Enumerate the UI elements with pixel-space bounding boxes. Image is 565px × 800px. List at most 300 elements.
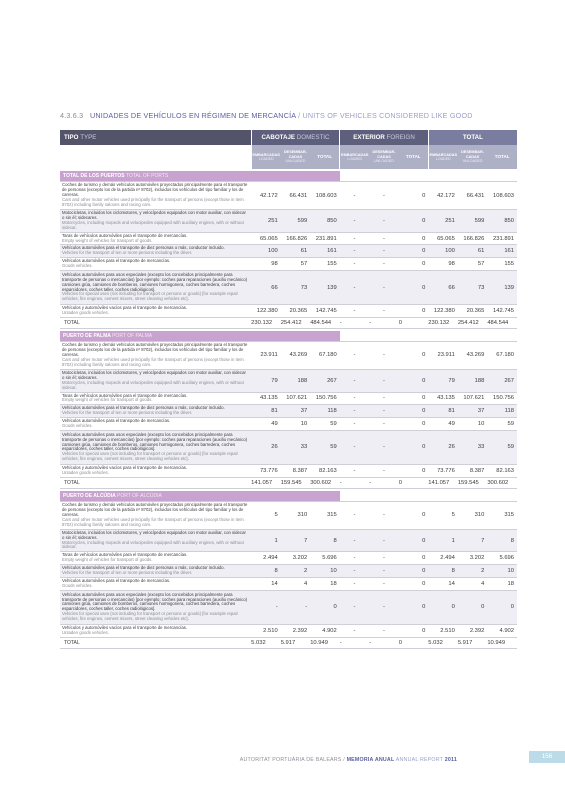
value-cell: 3.202 — [458, 552, 488, 565]
vehicle-type-cell — [60, 245, 251, 258]
total-value-cell: 0 — [399, 317, 429, 328]
vehicle-type-cell — [60, 501, 251, 529]
total-value-cell: 484.544 — [487, 317, 517, 328]
port-header — [60, 171, 517, 182]
value-cell: 8.387 — [458, 464, 488, 477]
vehicle-type-en: Goods vehicles. — [62, 263, 93, 269]
value-cell: - — [369, 418, 399, 431]
value-cell: 0 — [399, 418, 429, 431]
value-cell: 1 — [251, 529, 281, 552]
vehicle-type-es: Coches de turismo y demás vehículos automóviles proyectados principalmente para el transporte de personas (excepto los de la partida nº 8702), incluidos los vehículos del tipo familiar y los de carreras. — [62, 182, 248, 198]
value-cell: 59 — [310, 430, 340, 464]
value-cell: 850 — [487, 210, 517, 233]
value-cell: 2.494 — [428, 552, 458, 565]
vehicle-type-es: Vehículos automóviles para usos especiales (excepto los concebidos principalmente para transporte de personas o mercancías) [por ejemplo: coches para reparaciones (auxilio mecánico) camiones grúa, camiones de bomberos, camiones hormigonera, coches barredera, coches esparcidores, coches taller, coches radiológicos]. — [62, 271, 248, 292]
vehicle-type-en: Unladen goods vehicles. — [62, 309, 109, 315]
value-cell: 0 — [399, 245, 429, 258]
value-cell: - — [340, 258, 370, 271]
value-cell: 61 — [281, 245, 311, 258]
vehicles-table — [60, 130, 517, 649]
vehicle-type-en: Vehicles for special uses (not including for transport or persons or goods) [for example repair vehicles, fire engines, cement mixers, street cleaning vehicles etc]. — [62, 451, 239, 462]
total-value-cell: - — [369, 477, 399, 488]
vehicle-type-en: Empty weight of vehicles for transport of goods. — [62, 397, 153, 403]
vehicle-type-es: Vehículos automóviles para usos especiales (excepto los concebidos principalmente para transporte de personas o mercancías) [por ejemplo: coches para reparaciones (auxilio mecánico) camiones grúa, camiones de bomberos, camiones hormigonera, coches barredera, coches esparcidores, coches taller, coches radiológicos]. — [62, 591, 248, 612]
value-cell: 26 — [428, 430, 458, 464]
total-value-cell: 5.032 — [251, 637, 281, 648]
value-cell: - — [340, 232, 370, 245]
vehicle-type-es: Vehículos automóviles para el transporte de diez personas o más, conductor incluido. — [62, 565, 225, 571]
table-row — [60, 501, 517, 529]
total-value-cell: 0 — [399, 477, 429, 488]
value-cell: 122.380 — [251, 305, 281, 318]
value-cell: 66.431 — [281, 182, 311, 210]
vehicle-type-en: Cars and other motor vehicles used principally for the transport of persons (except those in item 8702) including family saloons and racing cars. — [62, 516, 244, 527]
port-name-en: PORT OF PALMA — [112, 332, 153, 339]
value-cell: 57 — [458, 258, 488, 271]
value-cell: 43.135 — [251, 392, 281, 405]
value-cell: 10 — [458, 418, 488, 431]
table-row — [60, 245, 517, 258]
vehicle-type-en: Goods vehicles. — [62, 423, 93, 429]
value-cell: - — [340, 392, 370, 405]
value-cell: 0 — [399, 529, 429, 552]
value-cell: - — [369, 578, 399, 591]
section-title-separator: / — [298, 111, 301, 120]
value-cell: 5.696 — [310, 552, 340, 565]
value-cell: 0 — [399, 578, 429, 591]
table-row — [60, 305, 517, 318]
value-cell: - — [340, 590, 370, 624]
header-loaded: EMBARCADAS LOADED — [251, 145, 281, 169]
vehicle-type-cell — [60, 305, 251, 318]
value-cell: 43.135 — [428, 392, 458, 405]
value-cell: - — [369, 369, 399, 392]
vehicle-type-es: Vehículos automóviles para usos especiales (excepto los concebidos principalmente para transporte de personas o mercancías) [por ejemplo: coches para reparaciones (auxilio mecánico) camiones grúa, camiones de bomberos, camiones hormigonera, coches barredera, coches esparcidores, coches taller, coches radiológicos]. — [62, 431, 248, 452]
value-cell: 0 — [399, 271, 429, 305]
vehicle-type-cell — [60, 430, 251, 464]
value-cell: - — [340, 245, 370, 258]
vehicle-type-en: Cars and other motor vehicles used principally for the transport of persons (except those in item 8702) including family saloons and racing cars. — [62, 196, 244, 207]
value-cell: 7 — [281, 529, 311, 552]
value-cell: 5 — [428, 501, 458, 529]
vehicle-type-es: Taras de vehículos automóviles para el transporte de mercancías. — [62, 392, 188, 398]
vehicle-type-en: Empty weight of vehicles for transport of goods. — [62, 557, 153, 563]
value-cell: 599 — [281, 210, 311, 233]
total-value-cell: 5.032 — [428, 637, 458, 648]
value-cell: 166.826 — [281, 232, 311, 245]
value-cell: - — [369, 624, 399, 637]
table-body — [60, 169, 517, 648]
value-cell: 0 — [399, 232, 429, 245]
value-cell: 107.621 — [458, 392, 488, 405]
value-cell: 188 — [458, 369, 488, 392]
total-value-cell: 141.057 — [428, 477, 458, 488]
value-cell: 267 — [487, 369, 517, 392]
value-cell: 4.902 — [487, 624, 517, 637]
total-value-cell: 5.917 — [281, 637, 311, 648]
total-value-cell: 484.544 — [310, 317, 340, 328]
vehicle-type-cell — [60, 590, 251, 624]
value-cell: 61 — [458, 245, 488, 258]
value-cell: - — [369, 565, 399, 578]
vehicle-type-es: Motocicletas, incluidos los ciclomotores, y velocípedos equipados con motor auxiliar, con sidecar o sin él; sidecares. — [62, 210, 246, 220]
value-cell: 33 — [458, 430, 488, 464]
value-cell: 98 — [251, 258, 281, 271]
value-cell: 8 — [428, 565, 458, 578]
value-cell: 0 — [399, 624, 429, 637]
value-cell: - — [369, 464, 399, 477]
table-row — [60, 624, 517, 637]
value-cell: - — [340, 418, 370, 431]
value-cell: 188 — [281, 369, 311, 392]
value-cell: - — [340, 552, 370, 565]
value-cell: 155 — [487, 258, 517, 271]
total-value-cell: 300.602 — [310, 477, 340, 488]
value-cell: 37 — [281, 405, 311, 418]
vehicle-type-es: Vehículos y automóviles vacíos para el transporte de mercancías. — [62, 624, 188, 630]
vehicle-type-es: Vehículos automóviles para el transporte de diez personas o más, conductor incluido. — [62, 405, 225, 411]
value-cell: - — [340, 578, 370, 591]
value-cell: 20.365 — [281, 305, 311, 318]
value-cell: 2.494 — [251, 552, 281, 565]
header-type: TIPO TYPE — [60, 130, 251, 145]
header-unloaded: DESEMBAR-CADAS UNLOADED — [458, 145, 488, 169]
value-cell: 139 — [487, 271, 517, 305]
total-value-cell: 254.412 — [458, 317, 488, 328]
value-cell: 18 — [310, 578, 340, 591]
value-cell: 66.431 — [458, 182, 488, 210]
value-cell: 118 — [487, 405, 517, 418]
value-cell: 79 — [428, 369, 458, 392]
value-cell: 0 — [399, 552, 429, 565]
value-cell: - — [340, 501, 370, 529]
header-loaded: EMBARCADAS LOADED — [428, 145, 458, 169]
value-cell: - — [340, 305, 370, 318]
value-cell: 59 — [487, 430, 517, 464]
total-value-cell: 10.949 — [310, 637, 340, 648]
table-row — [60, 529, 517, 552]
value-cell: - — [369, 430, 399, 464]
value-cell: 0 — [399, 369, 429, 392]
header-total: TOTAL — [428, 130, 517, 145]
value-cell: 118 — [310, 405, 340, 418]
table-row — [60, 210, 517, 233]
vehicle-type-cell — [60, 529, 251, 552]
value-cell: 0 — [428, 590, 458, 624]
port-name-es: TOTAL DE LOS PUERTOS — [63, 173, 125, 179]
value-cell: 150.756 — [487, 392, 517, 405]
vehicle-type-en: Motorcycles, including mopeds and velocipedes equipped with auxiliary engines, with or without sidecar. — [62, 539, 244, 550]
total-value-cell: - — [369, 637, 399, 648]
vehicle-type-es: Vehículos automóviles para el transporte de diez personas o más, conductor incluido. — [62, 245, 225, 251]
value-cell: - — [340, 529, 370, 552]
vehicle-type-en: Motorcycles, including mopeds and velocipedes equipped with auxiliary engines, with or without sidecar. — [62, 379, 244, 390]
value-cell: - — [369, 392, 399, 405]
value-cell: 73.776 — [251, 464, 281, 477]
value-cell: 0 — [399, 341, 429, 369]
value-cell: 0 — [399, 464, 429, 477]
total-value-cell: 0 — [399, 637, 429, 648]
section-number: 4.3.6.3 — [60, 111, 84, 120]
vehicle-type-cell — [60, 578, 251, 591]
value-cell: 161 — [310, 245, 340, 258]
total-value-cell: - — [340, 317, 370, 328]
value-cell: 73 — [458, 271, 488, 305]
total-row — [60, 317, 517, 328]
table-row — [60, 552, 517, 565]
footer — [240, 757, 457, 763]
value-cell: 0 — [399, 501, 429, 529]
value-cell: 10 — [487, 565, 517, 578]
vehicle-type-es: Vehículos y automóviles vacíos para el transporte de mercancías. — [62, 305, 188, 311]
value-cell: 0 — [399, 590, 429, 624]
total-row — [60, 637, 517, 648]
header-loaded: EMBARCADAS LOADED — [340, 145, 370, 169]
vehicle-type-es: Vehículos y automóviles vacíos para el transporte de mercancías. — [62, 464, 188, 470]
value-cell: 0 — [399, 392, 429, 405]
value-cell: 0 — [399, 305, 429, 318]
value-cell: 100 — [428, 245, 458, 258]
page-number: 156 — [529, 751, 565, 763]
header-exterior: EXTERIOR FOREIGN — [340, 130, 429, 145]
table-row — [60, 392, 517, 405]
value-cell: 26 — [251, 430, 281, 464]
value-cell: - — [281, 590, 311, 624]
value-cell: 2.392 — [458, 624, 488, 637]
vehicle-type-cell — [60, 464, 251, 477]
value-cell: 267 — [310, 369, 340, 392]
vehicle-type-en: Vehicles for special uses (not including for transport or persons or goods) [for example repair vehicles, fire engines, cement mixers, street cleaning vehicles etc]. — [62, 291, 239, 302]
vehicle-type-es: Taras de vehículos automóviles para el transporte de mercancías. — [62, 552, 188, 558]
value-cell: 4 — [281, 578, 311, 591]
value-cell: - — [340, 565, 370, 578]
value-cell: 850 — [310, 210, 340, 233]
section-title-es: UNIDADES DE VEHÍCULOS EN RÉGIMEN DE MERCANCÍA — [89, 111, 296, 120]
vehicle-type-en: Vehicles for the transport of ten or more persons including the driver. — [62, 570, 193, 576]
table-row — [60, 271, 517, 305]
value-cell: 0 — [399, 565, 429, 578]
value-cell: 0 — [399, 182, 429, 210]
total-value-cell: - — [369, 317, 399, 328]
value-cell: 5.696 — [487, 552, 517, 565]
table-row — [60, 182, 517, 210]
value-cell: - — [369, 501, 399, 529]
table-row — [60, 578, 517, 591]
table-row — [60, 590, 517, 624]
value-cell: 8 — [310, 529, 340, 552]
value-cell: - — [369, 305, 399, 318]
port-header — [60, 491, 517, 502]
value-cell: 5 — [251, 501, 281, 529]
section-title-en: UNITS OF VEHICLES CONSIDERED LIKE GOOD — [302, 111, 473, 120]
vehicle-type-es: Taras de vehículos automóviles para el transporte de mercancías. — [62, 232, 188, 238]
header-unloaded: DESEMBAR-CADAS UNLOADED — [369, 145, 399, 169]
value-cell: 73 — [281, 271, 311, 305]
value-cell: 66 — [251, 271, 281, 305]
value-cell: 73.776 — [428, 464, 458, 477]
vehicle-type-es: Coches de turismo y demás vehículos automóviles proyectados principalmente para el transporte de personas (excepto los de la partida nº 8702), incluidos los vehículos del tipo familiar y los de carreras. — [62, 501, 248, 517]
value-cell: 59 — [310, 418, 340, 431]
value-cell: 59 — [487, 418, 517, 431]
vehicle-type-en: Vehicles for the transport of ten or more persons including the driver. — [62, 250, 193, 256]
value-cell: 155 — [310, 258, 340, 271]
value-cell: - — [369, 405, 399, 418]
total-value-cell: - — [340, 477, 370, 488]
value-cell: 49 — [428, 418, 458, 431]
value-cell: 65.065 — [428, 232, 458, 245]
port-name-en: TOTAL OF PORTS — [125, 173, 169, 179]
section-title — [60, 111, 473, 120]
total-value-cell: 10.949 — [487, 637, 517, 648]
value-cell: 81 — [428, 405, 458, 418]
value-cell: - — [340, 405, 370, 418]
vehicle-type-en: Unladen goods vehicles. — [62, 629, 109, 635]
value-cell: 4.902 — [310, 624, 340, 637]
value-cell: 65.065 — [251, 232, 281, 245]
value-cell: 67.180 — [310, 341, 340, 369]
vehicle-type-es: Motocicletas, incluidos los ciclomotores, y velocípedos equipados con motor auxiliar, con sidecar o sin él; sidecares. — [62, 369, 246, 380]
vehicle-type-es: Vehículos automóviles para el transporte de mercancías. — [62, 258, 171, 264]
value-cell: 4 — [458, 578, 488, 591]
total-value-cell: 300.602 — [487, 477, 517, 488]
value-cell: 0 — [310, 590, 340, 624]
value-cell: 82.163 — [487, 464, 517, 477]
vehicle-type-cell — [60, 418, 251, 431]
value-cell: - — [369, 271, 399, 305]
footer-annual-report: ANNUAL REPORT — [395, 757, 444, 763]
value-cell: 231.891 — [310, 232, 340, 245]
table-row — [60, 232, 517, 245]
value-cell: 37 — [458, 405, 488, 418]
vehicle-type-cell — [60, 369, 251, 392]
header-unloaded: DESEMBAR-CADAS UNLOADED — [281, 145, 311, 169]
vehicle-type-cell — [60, 405, 251, 418]
value-cell: - — [369, 341, 399, 369]
value-cell: 23.911 — [428, 341, 458, 369]
value-cell: - — [340, 430, 370, 464]
value-cell: 0 — [399, 258, 429, 271]
value-cell: - — [340, 369, 370, 392]
value-cell: 100 — [251, 245, 281, 258]
value-cell: 0 — [487, 590, 517, 624]
total-value-cell: 159.545 — [281, 477, 311, 488]
value-cell: 49 — [251, 418, 281, 431]
vehicle-type-cell — [60, 271, 251, 305]
value-cell: 315 — [487, 501, 517, 529]
value-cell: - — [340, 464, 370, 477]
value-cell: 310 — [458, 501, 488, 529]
table-row — [60, 341, 517, 369]
vehicle-type-cell — [60, 552, 251, 565]
value-cell: 108.603 — [310, 182, 340, 210]
vehicle-type-es: Vehículos automóviles para el transporte de mercancías. — [62, 418, 171, 424]
header-col-total: TOTAL — [487, 145, 517, 169]
value-cell: 166.826 — [458, 232, 488, 245]
value-cell: 142.745 — [310, 305, 340, 318]
value-cell: 18 — [487, 578, 517, 591]
table-row — [60, 369, 517, 392]
total-label: TOTAL — [60, 477, 251, 488]
value-cell: - — [251, 590, 281, 624]
value-cell: 2.510 — [251, 624, 281, 637]
value-cell: 79 — [251, 369, 281, 392]
value-cell: 42.172 — [428, 182, 458, 210]
table-header-groups — [60, 130, 517, 145]
value-cell: 43.269 — [281, 341, 311, 369]
value-cell: 67.180 — [487, 341, 517, 369]
value-cell: 8.387 — [281, 464, 311, 477]
footer-org: AUTORITAT PORTUÀRIA DE BALEARS — [239, 757, 342, 763]
value-cell: 161 — [487, 245, 517, 258]
value-cell: 14 — [251, 578, 281, 591]
vehicle-type-en: Vehicles for the transport of ten or more persons including the driver. — [62, 410, 193, 416]
value-cell: 2.510 — [428, 624, 458, 637]
vehicle-type-cell — [60, 182, 251, 210]
value-cell: - — [369, 232, 399, 245]
vehicle-type-es: Motocicletas, incluidos los ciclomotores, y velocípedos equipados con motor auxiliar, con sidecar o sin él; sidecares. — [62, 529, 246, 540]
value-cell: - — [369, 182, 399, 210]
table-header-columns — [60, 145, 517, 169]
value-cell: 150.756 — [310, 392, 340, 405]
value-cell: 0 — [399, 405, 429, 418]
header-col-total: TOTAL — [310, 145, 340, 169]
value-cell: 139 — [310, 271, 340, 305]
value-cell: 14 — [428, 578, 458, 591]
vehicle-type-cell — [60, 392, 251, 405]
port-name-es: PUERTO DE ALCÚDIA — [63, 492, 116, 499]
total-row — [60, 477, 517, 488]
port-name-en: PORT OF ALCÚDIA — [117, 492, 162, 499]
value-cell: 43.269 — [458, 341, 488, 369]
total-value-cell: 5.917 — [458, 637, 488, 648]
value-cell: - — [340, 210, 370, 233]
value-cell: 98 — [428, 258, 458, 271]
total-value-cell: 230.132 — [428, 317, 458, 328]
value-cell: 10 — [310, 565, 340, 578]
value-cell: - — [369, 529, 399, 552]
value-cell: 251 — [428, 210, 458, 233]
value-cell: - — [369, 552, 399, 565]
total-value-cell: 230.132 — [251, 317, 281, 328]
vehicle-type-en: Goods vehicles. — [62, 582, 93, 588]
value-cell: 231.891 — [487, 232, 517, 245]
value-cell: 0 — [399, 430, 429, 464]
value-cell: 8 — [487, 529, 517, 552]
value-cell: - — [340, 624, 370, 637]
value-cell: 2 — [458, 565, 488, 578]
vehicle-type-es: Coches de turismo y demás vehículos automóviles proyectados principalmente para el transporte de personas (excepto los de la partida nº 8702), incluidos los vehículos del tipo familiar y los de carreras. — [62, 342, 248, 357]
port-header — [60, 331, 517, 342]
value-cell: 8 — [251, 565, 281, 578]
total-value-cell: 159.545 — [458, 477, 488, 488]
value-cell: 3.202 — [281, 552, 311, 565]
total-value-cell: 141.057 — [251, 477, 281, 488]
table-row — [60, 405, 517, 418]
value-cell: - — [369, 258, 399, 271]
header-col-total: TOTAL — [399, 145, 429, 169]
total-value-cell: - — [340, 637, 370, 648]
vehicle-type-en: Vehicles for special uses (not including for transport or persons or goods) [for example repair vehicles, fire engines, cement mixers, street cleaning vehicles etc]. — [62, 611, 239, 622]
table-row — [60, 464, 517, 477]
value-cell: 81 — [251, 405, 281, 418]
value-cell: 0 — [399, 210, 429, 233]
total-label: TOTAL — [60, 637, 251, 648]
value-cell: 310 — [281, 501, 311, 529]
value-cell: - — [369, 245, 399, 258]
value-cell: 315 — [310, 501, 340, 529]
value-cell: 1 — [428, 529, 458, 552]
table-row — [60, 258, 517, 271]
